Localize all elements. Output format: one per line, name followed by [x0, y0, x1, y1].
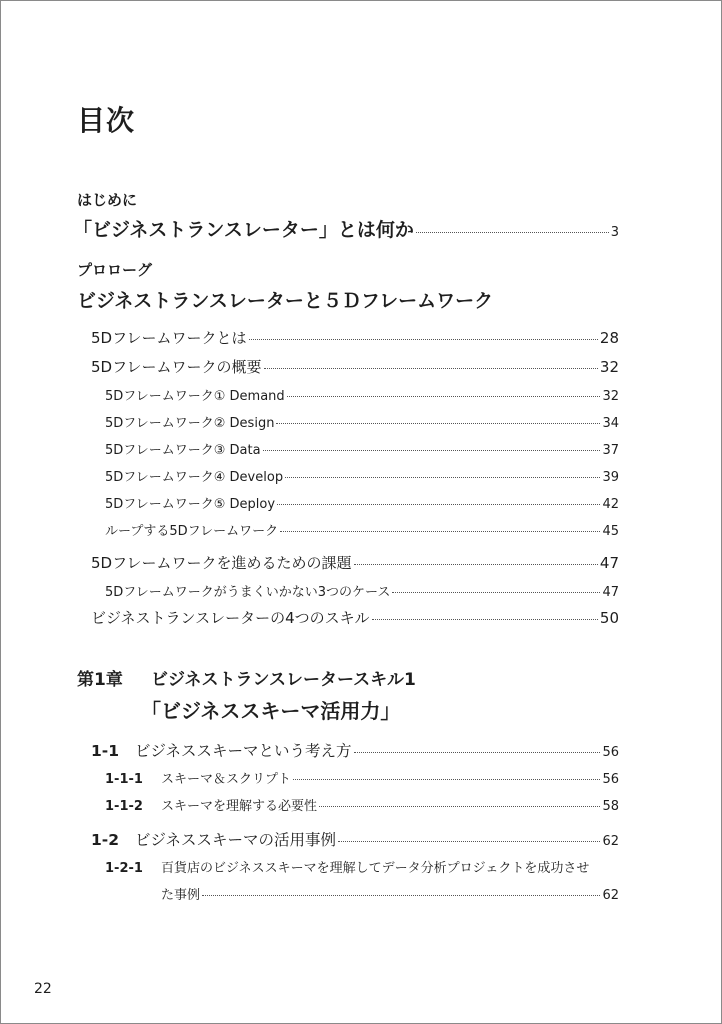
toc-entry-text: ビジネススキーマという考え方 [135, 742, 352, 760]
toc-entry-page: 45 [602, 524, 619, 539]
dot-leader [285, 477, 600, 478]
toc-subentry-line1[interactable] [105, 857, 589, 876]
toc-subentry[interactable] [105, 520, 619, 539]
toc-entry-page: 56 [602, 772, 619, 787]
dot-leader [338, 841, 600, 842]
toc-entry-text: ビジネストランスレーターの4つのスキル [91, 609, 370, 627]
section-number: 1-2-1 [105, 861, 143, 876]
section-number: 1-1-1 [105, 772, 143, 787]
toc-entry-page: 42 [602, 497, 619, 512]
toc-entry-page: 47 [602, 585, 619, 600]
section-number: 1-1-2 [105, 799, 143, 814]
toc-entry-text-cont: た事例 [161, 888, 201, 903]
toc-entry-page: 50 [599, 609, 619, 627]
toc-entry-text: 「ビジネストランスレーター」とは何か [73, 219, 414, 241]
dot-leader [372, 619, 598, 620]
section-number: 1-1 [91, 742, 120, 760]
toc-entry[interactable] [91, 327, 619, 348]
toc-entry-page: 3 [610, 225, 619, 240]
toc-entry[interactable] [91, 607, 619, 628]
toc-entry-page: 47 [599, 554, 619, 572]
intro-label: はじめに [77, 191, 138, 209]
toc-entry-text: 5Dフレームワークがうまくいかない3つのケース [105, 585, 391, 600]
toc-entry-page: 32 [602, 389, 619, 404]
toc-entry-text: ビジネススキーマの活用事例 [135, 831, 337, 849]
toc-entry-text: スキーマ＆スクリプト [161, 772, 292, 787]
toc-subentry[interactable] [105, 412, 619, 431]
dot-leader [287, 396, 601, 397]
toc-entry-text: 百貨店のビジネススキーマを理解してデータ分析プロジェクトを成功させ [161, 861, 590, 876]
chapter-label: 第1章 [77, 670, 123, 690]
toc-entry-text: 5Dフレームワーク① Demand [105, 389, 285, 404]
toc-entry-page: 34 [602, 416, 619, 431]
toc-entry-page: 62 [602, 834, 619, 849]
toc-subentry[interactable] [105, 466, 619, 485]
toc-subentry-line2[interactable] [161, 884, 619, 903]
toc-entry-text: 5Dフレームワーク⑤ Deploy [105, 497, 276, 512]
toc-subentry[interactable] [105, 581, 619, 600]
toc-subentry[interactable] [105, 493, 619, 512]
toc-entry-text: 5Dフレームワークを進めるための課題 [91, 554, 352, 572]
dot-leader [264, 368, 598, 369]
toc-entry-intro[interactable] [73, 215, 619, 242]
toc-entry-page: 37 [602, 443, 619, 458]
dot-leader [277, 504, 600, 505]
prologue-label: プロローグ [77, 261, 153, 279]
toc-entry[interactable] [91, 828, 619, 850]
toc-entry-page: 58 [602, 799, 619, 814]
dot-leader [392, 592, 600, 593]
toc-entry-page: 56 [602, 745, 619, 760]
toc-entry[interactable] [91, 739, 619, 761]
page-number: 22 [34, 981, 52, 997]
toc-entry[interactable] [91, 552, 619, 573]
dot-leader [354, 752, 601, 753]
dot-leader [293, 779, 600, 780]
toc-entry-text: 5Dフレームワーク② Design [105, 416, 275, 431]
dot-leader [354, 564, 598, 565]
toc-entry-text: 5Dフレームワークとは [91, 329, 247, 347]
toc-entry-page: 32 [599, 358, 619, 376]
dot-leader [249, 339, 598, 340]
toc-entry-page: 62 [602, 888, 619, 903]
toc-subentry[interactable] [105, 439, 619, 458]
chapter-subtitle: 「ビジネススキーマ活用力」 [141, 699, 401, 723]
toc-subentry[interactable] [105, 795, 619, 814]
toc-entry-text: 5Dフレームワーク④ Develop [105, 470, 284, 485]
dot-leader [263, 450, 601, 451]
prologue-heading: ビジネストランスレーターと５Ｄフレームワーク [77, 290, 494, 312]
toc-entry-text: スキーマを理解する必要性 [161, 799, 318, 814]
toc-subentry[interactable] [105, 385, 619, 404]
toc-entry-page: 28 [599, 329, 619, 347]
dot-leader [202, 895, 600, 896]
dot-leader [416, 232, 609, 233]
toc-entry[interactable] [91, 356, 619, 377]
dot-leader [276, 423, 600, 424]
dot-leader [280, 531, 600, 532]
page-title: 目次 [77, 104, 136, 137]
toc-entry-page: 39 [602, 470, 619, 485]
toc-entry-text: ループする5Dフレームワーク [105, 524, 279, 539]
chapter-title: ビジネストランスレータースキル1 [151, 670, 416, 690]
toc-entry-text: 5Dフレームワーク③ Data [105, 443, 261, 458]
dot-leader [319, 806, 600, 807]
toc-subentry[interactable] [105, 768, 619, 787]
section-number: 1-2 [91, 831, 120, 849]
toc-entry-text: 5Dフレームワークの概要 [91, 358, 262, 376]
